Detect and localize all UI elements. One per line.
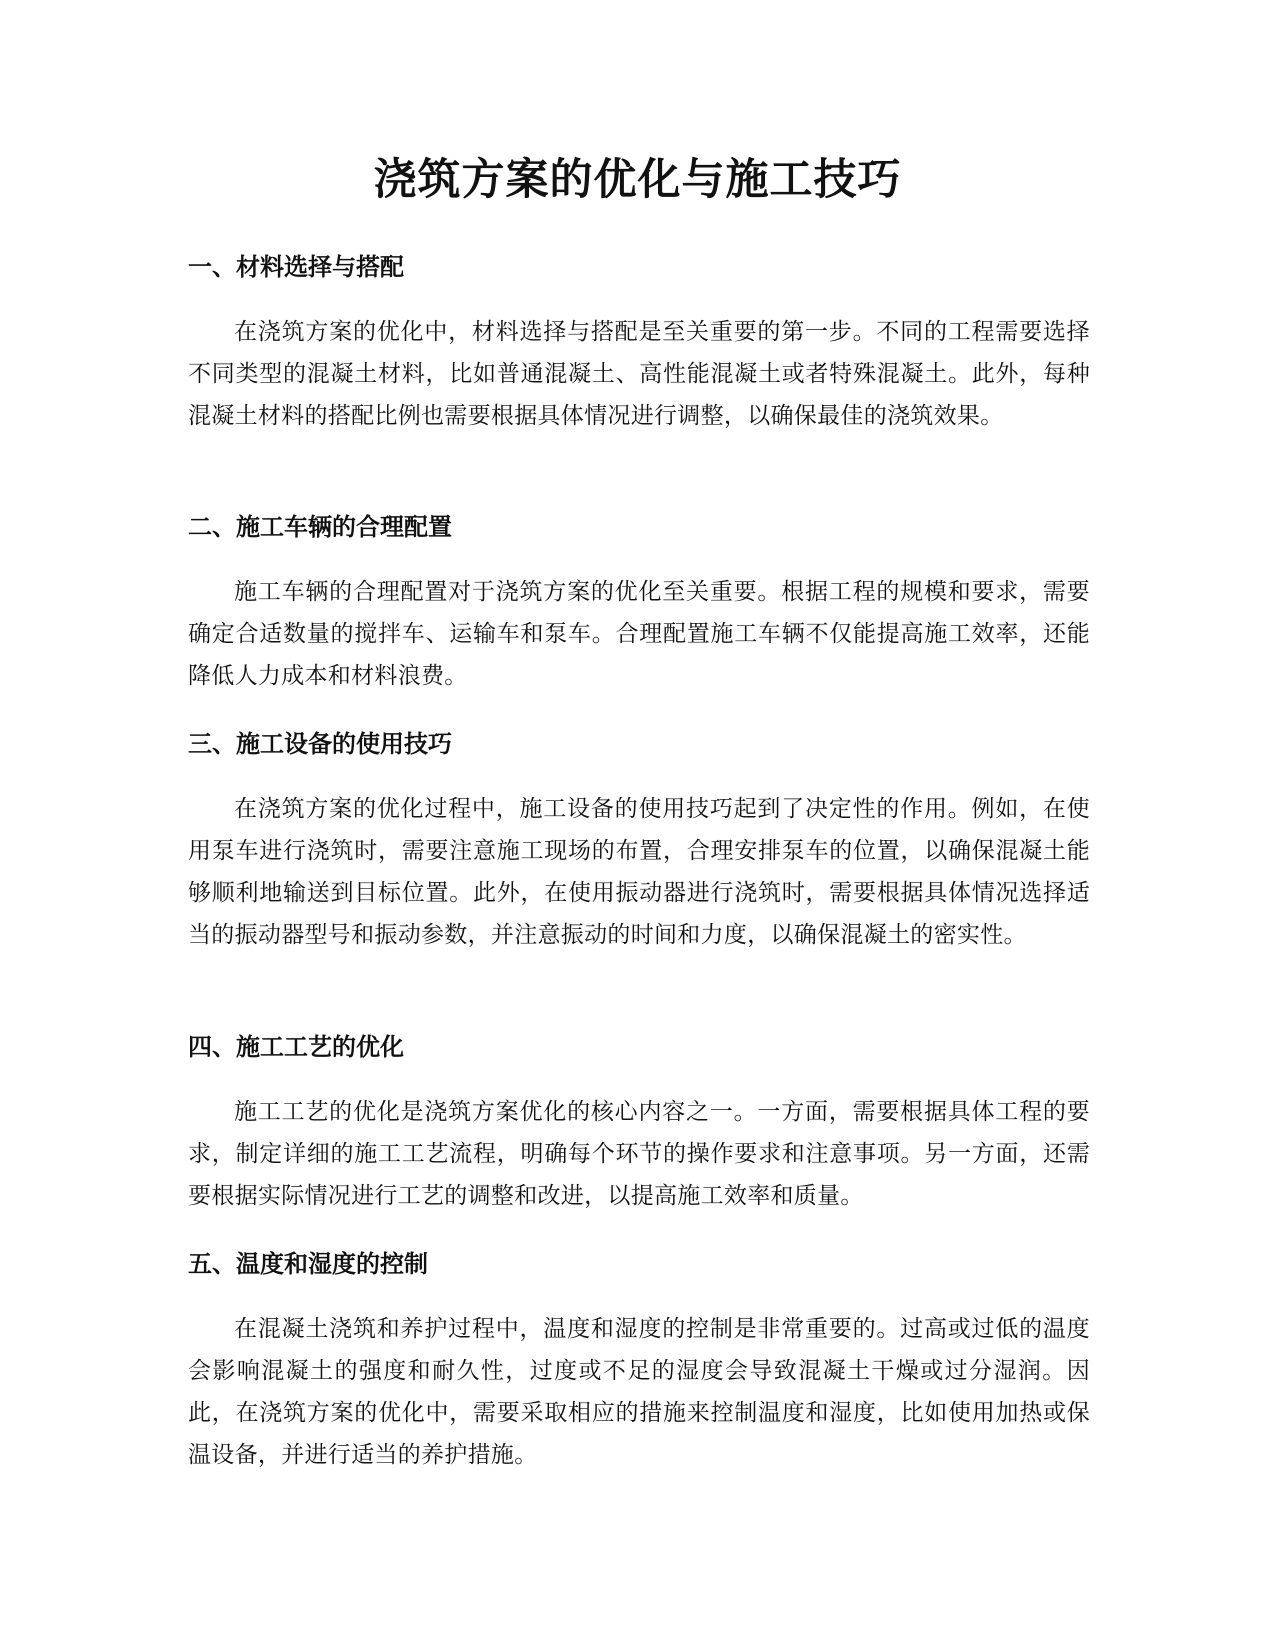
document-title: 浇筑方案的优化与施工技巧	[373, 155, 902, 205]
section-temperature-humidity	[188, 1248, 1090, 1476]
section-heading: 三、施工设备的使用技巧	[188, 730, 452, 758]
section-materials	[188, 251, 1090, 437]
section-paragraph: 在混凝土浇筑和养护过程中，温度和湿度的控制是非常重要的。过高或过低的温度会影响混凝土的强度和耐久性，过度或不足的湿度会导致混凝土干燥或过分湿润。因此，在浇筑方案的优化中，需要采取相应的措施来控制温度和湿度，比如使用加热或保温设备，并进行适当的养护措施。	[188, 1316, 1090, 1468]
section-paragraph: 施工车辆的合理配置对于浇筑方案的优化至关重要。根据工程的规模和要求，需要确定合适数量的搅拌车、运输车和泵车。合理配置施工车辆不仅能提高施工效率，还能降低人力成本和材料浪费。	[188, 579, 1090, 689]
section-heading: 一、材料选择与搭配	[188, 253, 404, 281]
section-paragraph: 在浇筑方案的优化过程中，施工设备的使用技巧起到了决定性的作用。例如，在使用泵车进行浇筑时，需要注意施工现场的布置，合理安排泵车的位置，以确保混凝土能够顺利地输送到目标位置。此外，在使用振动器进行浇筑时，需要根据具体情况选择适当的振动器型号和振动参数，并注意振动的时间和力度，以确保混凝土的密实性。	[188, 796, 1090, 948]
section-paragraph: 在浇筑方案的优化中，材料选择与搭配是至关重要的第一步。不同的工程需要选择不同类型的混凝土材料，比如普通混凝土、高性能混凝土或者特殊混凝土。此外，每种混凝土材料的搭配比例也需要根据具体情况进行调整，以确保最佳的浇筑效果。	[188, 319, 1090, 429]
section-heading: 二、施工车辆的合理配置	[188, 513, 452, 541]
section-vehicles	[188, 511, 1090, 697]
section-heading: 五、温度和湿度的控制	[188, 1250, 428, 1278]
section-equipment	[188, 728, 1090, 956]
section-paragraph: 施工工艺的优化是浇筑方案优化的核心内容之一。一方面，需要根据具体工程的要求，制定详细的施工工艺流程，明确每个环节的操作要求和注意事项。另一方面，还需要根据实际情况进行工艺的调整和改进，以提高施工效率和质量。	[188, 1099, 1090, 1209]
section-process	[188, 1031, 1090, 1217]
section-heading: 四、施工工艺的优化	[188, 1033, 404, 1061]
